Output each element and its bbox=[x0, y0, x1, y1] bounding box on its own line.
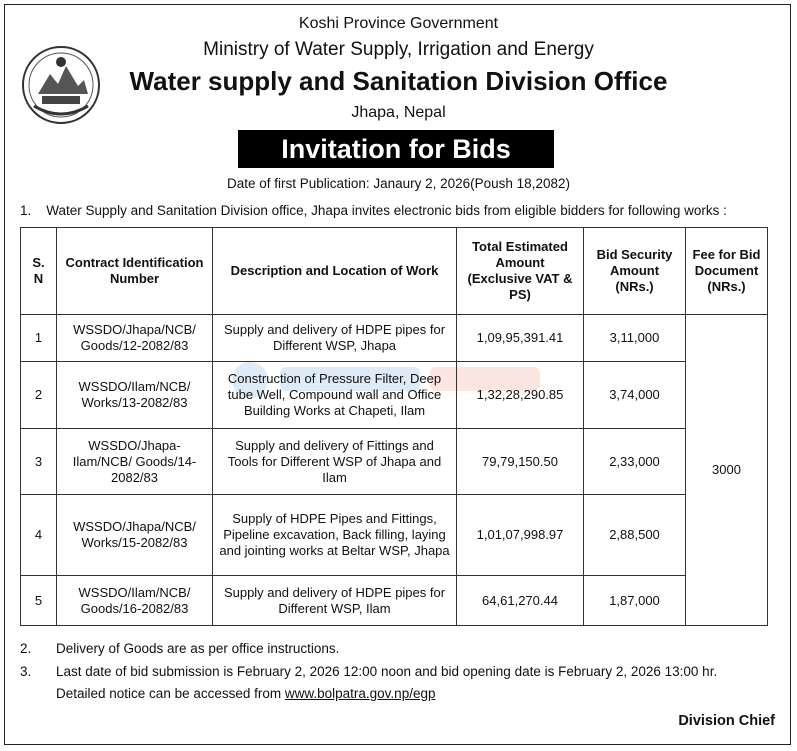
note-3 bbox=[20, 664, 717, 679]
cell-sn: 2 bbox=[21, 362, 57, 429]
note-2-number: 2. bbox=[20, 641, 32, 656]
invitation-banner: Invitation for Bids bbox=[238, 130, 554, 168]
table-row bbox=[21, 495, 768, 576]
table-row bbox=[21, 429, 768, 495]
note-2 bbox=[20, 641, 339, 656]
cell-contract-id: WSSDO/Ilam/NCB/ Goods/16-2082/83 bbox=[57, 576, 213, 626]
intro-number: 1. bbox=[20, 203, 32, 218]
note-3-continued bbox=[20, 686, 435, 701]
note-3-text: Last date of bid submission is February 2, 2026 12:00 noon and bid opening date is February 2, 2026 13:00 hr. bbox=[56, 664, 718, 679]
table-header-row bbox=[21, 228, 768, 315]
header-description: Description and Location of Work bbox=[213, 228, 457, 315]
cell-contract-id: WSSDO/Ilam/NCB/ Works/13-2082/83 bbox=[57, 362, 213, 429]
office-title: Water supply and Sanitation Division Office bbox=[129, 66, 668, 96]
bolpatra-link[interactable]: www.bolpatra.gov.np/egp bbox=[284, 686, 436, 701]
cell-description: Supply and delivery of HDPE pipes for Different WSP, Jhapa bbox=[213, 315, 457, 362]
header-bid-security: Bid Security Amount (NRs.) bbox=[584, 228, 686, 315]
intro-paragraph bbox=[20, 203, 727, 218]
cell-amount: 79,79,150.50 bbox=[457, 429, 584, 495]
table-row bbox=[21, 362, 768, 429]
intro-text: Water Supply and Sanitation Division office, Jhapa invites electronic bids from eligible bidders for following works : bbox=[46, 203, 727, 218]
publication-date: Date of first Publication: Janaury 2, 2026(Poush 18,2082) bbox=[227, 176, 570, 191]
cell-description: Construction of Pressure Filter, Deep tube Well, Compound wall and Office Building Works at Chapeti, Ilam bbox=[213, 362, 457, 429]
table-row bbox=[21, 315, 768, 362]
cell-amount: 64,61,270.44 bbox=[457, 576, 584, 626]
header-amount: Total Estimated Amount (Exclusive VAT & PS) bbox=[457, 228, 584, 315]
cell-amount: 1,32,28,290.85 bbox=[457, 362, 584, 429]
cell-bid-security: 3,11,000 bbox=[584, 315, 686, 362]
header-sn: S. N bbox=[21, 228, 57, 315]
bids-table bbox=[20, 227, 768, 626]
cell-description: Supply of HDPE Pipes and Fittings, Pipeline excavation, Back filling, laying and jointing works at Beltar WSP, Jhapa bbox=[213, 495, 457, 576]
cell-sn: 1 bbox=[21, 315, 57, 362]
cell-amount: 1,09,95,391.41 bbox=[457, 315, 584, 362]
cell-sn: 4 bbox=[21, 495, 57, 576]
office-location: Jhapa, Nepal bbox=[351, 104, 446, 121]
cell-bid-security: 1,87,000 bbox=[584, 576, 686, 626]
cell-contract-id: WSSDO/Jhapa/NCB/ Works/15-2082/83 bbox=[57, 495, 213, 576]
cell-amount: 1,01,07,998.97 bbox=[457, 495, 584, 576]
cell-bid-security: 2,33,000 bbox=[584, 429, 686, 495]
cell-contract-id: WSSDO/Jhapa- Ilam/NCB/ Goods/14-2082/83 bbox=[57, 429, 213, 495]
cell-description: Supply and delivery of Fittings and Tools for Different WSP of Jhapa and Ilam bbox=[213, 429, 457, 495]
cell-sn: 3 bbox=[21, 429, 57, 495]
ministry-title: Ministry of Water Supply, Irrigation and Energy bbox=[203, 39, 594, 60]
note-link-prefix: Detailed notice can be accessed from bbox=[56, 686, 285, 701]
header-contract-id: Contract Identification Number bbox=[57, 228, 213, 315]
cell-fee: 3000 bbox=[686, 315, 768, 626]
cell-bid-security: 2,88,500 bbox=[584, 495, 686, 576]
province-title: Koshi Province Government bbox=[298, 15, 499, 32]
cell-description: Supply and delivery of HDPE pipes for Different WSP, Ilam bbox=[213, 576, 457, 626]
header-fee: Fee for Bid Document (NRs.) bbox=[686, 228, 768, 315]
table-row bbox=[21, 576, 768, 626]
signature-division-chief: Division Chief bbox=[678, 713, 775, 729]
cell-contract-id: WSSDO/Jhapa/NCB/ Goods/12-2082/83 bbox=[57, 315, 213, 362]
note-2-text: Delivery of Goods are as per office instructions. bbox=[56, 641, 340, 656]
cell-sn: 5 bbox=[21, 576, 57, 626]
cell-bid-security: 3,74,000 bbox=[584, 362, 686, 429]
note-3-number: 3. bbox=[20, 664, 32, 679]
